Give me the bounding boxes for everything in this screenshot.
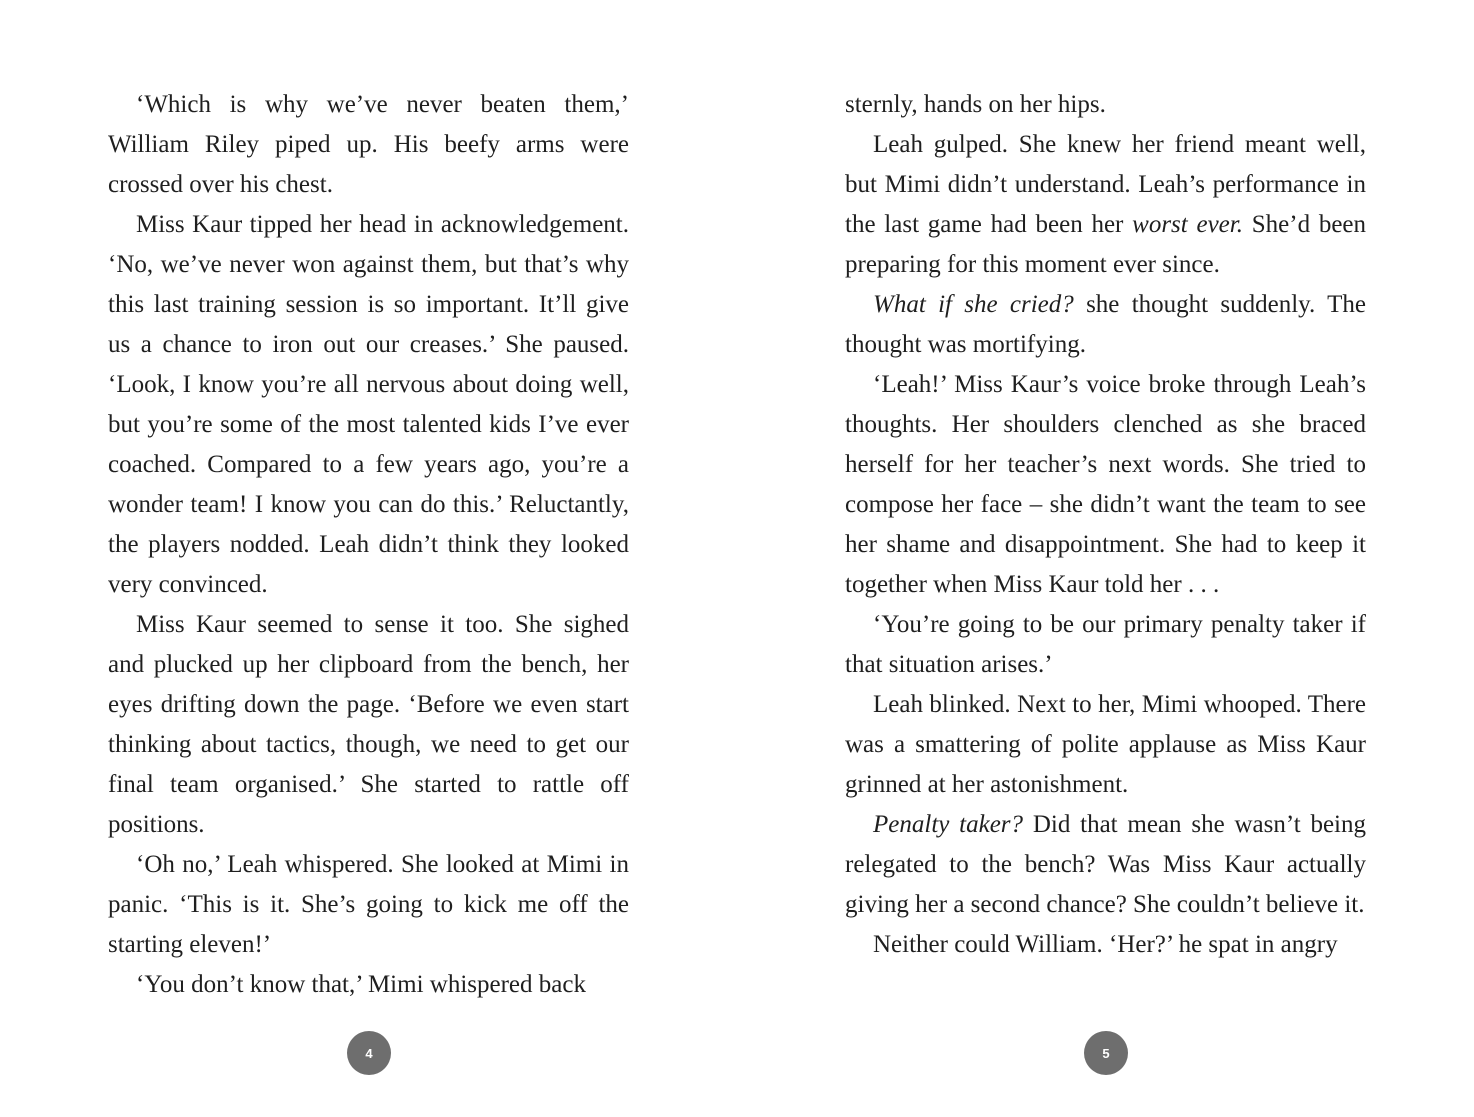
paragraph: Neither could William. ‘Her?’ he spat in angry — [873, 931, 1338, 958]
right-page-body — [845, 85, 1366, 965]
paragraph: Miss Kaur tipped her head in acknowledgement. ‘No, we’ve never won against them, but that’s why this last training session is so important. It’ll give us a chance to iron out our creases.’ She paused. ‘Look, I know you’re all nervous about doing well, but you’re some of the most talented kids I’ve ever coached. Compared to a few years ago, you’re a wonder team! I know you can do this.’ Reluctantly, the players nodded. Leah didn’t think they looked very convinced. — [108, 211, 629, 598]
page-number-badge: 5 — [1084, 1031, 1128, 1075]
right-page — [737, 0, 1474, 1117]
paragraph: Miss Kaur seemed to sense it too. She sighed and plucked up her clipboard from the bench, her eyes drifting down the page. ‘Before we even start thinking about tactics, though, we need to get our final team organised.’ She started to rattle off positions. — [108, 611, 629, 838]
emphasis-text: What if she cried? — [873, 291, 1074, 318]
page-number-badge: 4 — [347, 1031, 391, 1075]
paragraph: ‘Leah!’ Miss Kaur’s voice broke through Leah’s thoughts. Her shoulders clenched as she braced herself for her teacher’s next words. She tried to compose her face – she didn’t want the team to see her shame and disappointment. She had to keep it together when Miss Kaur told her . . . — [845, 371, 1366, 598]
left-page-body — [108, 85, 629, 1005]
paragraph-continuation: sternly, hands on her hips. — [845, 91, 1106, 118]
paragraph: ‘You’re going to be our primary penalty taker if that situation arises.’ — [845, 611, 1366, 678]
paragraph — [845, 285, 1366, 365]
paragraph: ‘Which is why we’ve never beaten them,’ William Riley piped up. His beefy arms were crossed over his chest. — [108, 91, 629, 198]
paragraph-text: Did that mean she wasn’t being relegated to the bench? Was Miss Kaur actually giving her a second chance? She couldn’t believe it. — [845, 811, 1366, 918]
paragraph: ‘Oh no,’ Leah whispered. She looked at Mimi in panic. ‘This is it. She’s going to kick me off the starting eleven!’ — [108, 851, 629, 958]
paragraph: Leah blinked. Next to her, Mimi whooped. There was a smattering of polite applause as Miss Kaur grinned at her astonishment. — [845, 691, 1366, 798]
emphasis-text: Penalty taker? — [873, 811, 1024, 838]
paragraph-text: she thought suddenly. The thought was mortifying. — [845, 291, 1367, 358]
paragraph-text: Leah gulped. She knew her friend meant well, but Mimi didn’t understand. Leah’s performance in the last game had been her — [845, 131, 1366, 238]
paragraph — [845, 125, 1366, 285]
paragraph — [845, 805, 1366, 925]
paragraph-text: She’d been preparing for this moment ever since. — [845, 211, 1367, 278]
emphasis-text: worst ever. — [1132, 211, 1243, 238]
paragraph: ‘You don’t know that,’ Mimi whispered back — [136, 971, 586, 998]
